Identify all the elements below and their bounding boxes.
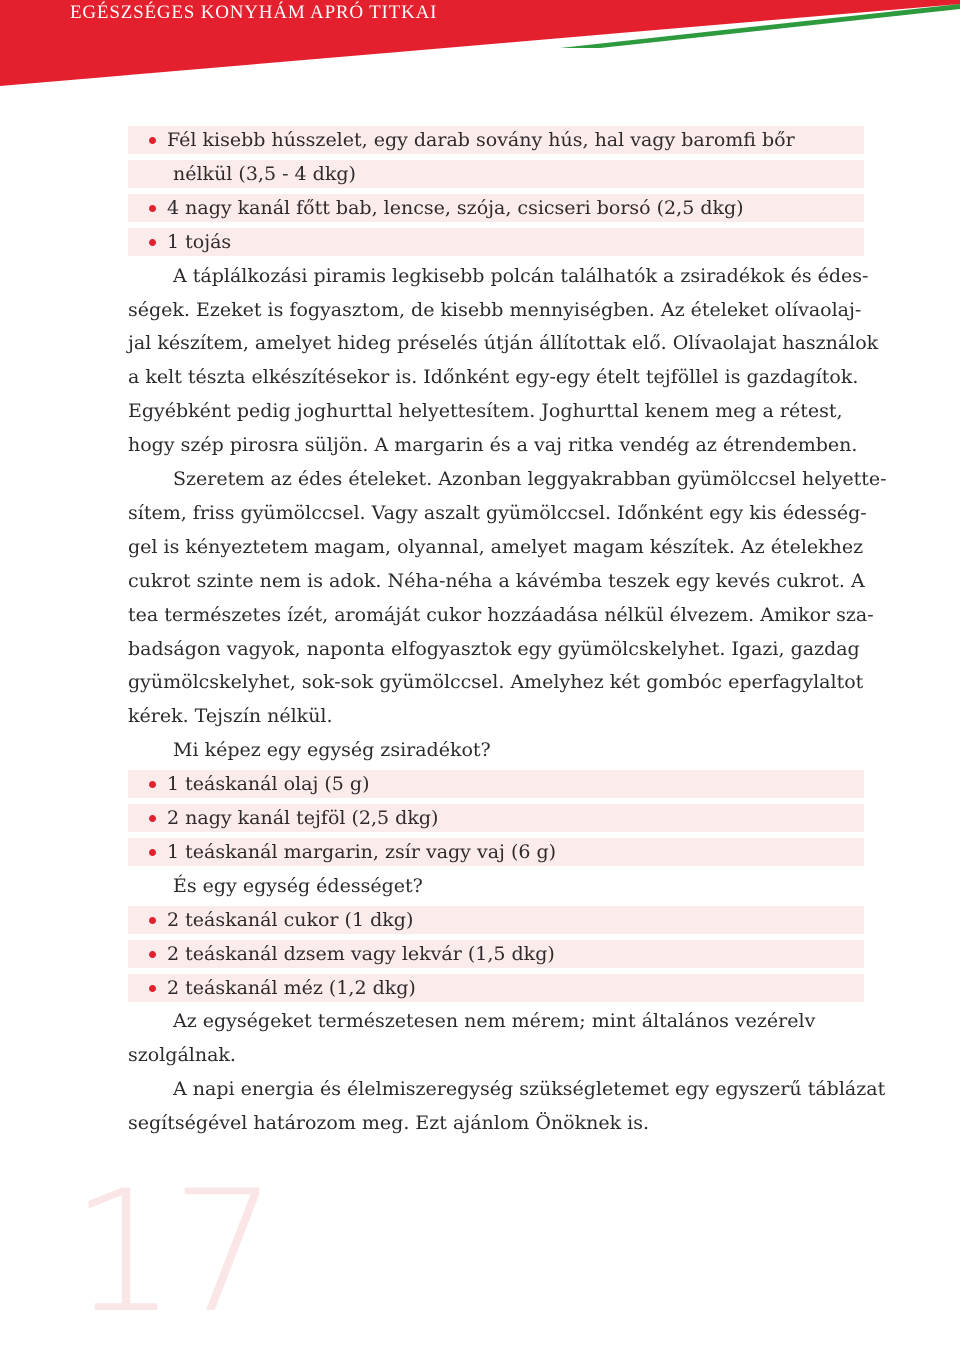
- page-number: 17: [70, 1154, 272, 1350]
- line-text: jal készítem, amelyet hideg préselés útján állítottak elő. Olívaolajat használok: [128, 332, 879, 355]
- line-text: Mi képez egy egység zsiradékot?: [173, 739, 491, 762]
- line-text: 4 nagy kanál főtt bab, lencse, szója, csicseri borsó (2,5 dkg): [167, 196, 744, 219]
- line-text: gel is kényeztetem magam, olyannal, amelyet magam készítek. Az ételekhez: [128, 535, 864, 558]
- line-text: 1 teáskanál margarin, zsír vagy vaj (6 g): [167, 840, 557, 863]
- text-line: [128, 533, 864, 561]
- line-text: hogy szép pirosra süljön. A margarin és a vaj ritka vendég az étrendemben.: [128, 434, 858, 457]
- text-line: [128, 160, 864, 188]
- line-text: a kelt tészta elkészítésekor is. Időnként egy-egy ételt tejföllel is gazdagítok.: [128, 366, 859, 389]
- text-line: [128, 1075, 886, 1103]
- bullet-icon: [149, 239, 156, 246]
- line-text: sítem, friss gyümölccsel. Vagy aszalt gyümölccsel. Időnként egy kis édesség-: [128, 501, 867, 524]
- line-text: szolgálnak.: [128, 1044, 236, 1067]
- text-line: [128, 262, 869, 290]
- line-text: gyümölcskelyhet, sok-sok gyümölccsel. Amelyhez két gombóc eperfagylaltot: [128, 671, 864, 694]
- bullet-icon: [149, 917, 156, 924]
- line-text: Fél kisebb hússzelet, egy darab sovány hús, hal vagy baromfi bőr: [167, 129, 795, 151]
- bullet-icon: [149, 951, 156, 958]
- bullet-icon: [149, 137, 156, 144]
- list-item: [128, 974, 864, 1002]
- text-line: [128, 1007, 864, 1035]
- text-line: [128, 363, 864, 391]
- line-text: 1 teáskanál olaj (5 g): [167, 773, 370, 796]
- text-line: [128, 702, 864, 730]
- line-text: ségek. Ezeket is fogyasztom, de kisebb mennyiségben. Az ételeket olívaolaj-: [128, 298, 862, 321]
- text-line: [128, 635, 864, 663]
- text-line: [128, 499, 867, 527]
- bullet-icon: [149, 985, 156, 992]
- bullet-icon: [149, 849, 156, 856]
- text-line: [128, 329, 879, 357]
- text-line: [128, 736, 864, 764]
- text-line: [128, 872, 864, 900]
- list-item: [128, 770, 864, 798]
- list-item: [128, 940, 864, 968]
- text-line: [128, 465, 887, 493]
- text-line: [128, 296, 864, 324]
- text-line: [128, 397, 864, 425]
- text-line: [128, 1109, 864, 1137]
- line-text: 1 tojás: [167, 230, 232, 253]
- line-text: nélkül (3,5 - 4 dkg): [173, 162, 356, 185]
- line-text: 2 nagy kanál tejföl (2,5 dkg): [167, 807, 439, 829]
- line-text: Egyébként pedig joghurttal helyettesítem. Joghurttal kenem meg a rétest,: [128, 400, 843, 423]
- line-text: A táplálkozási piramis legkisebb polcán találhatók a zsiradékok és édes-: [173, 264, 869, 287]
- line-text: kérek. Tejszín nélkül.: [128, 705, 333, 728]
- line-text: Az egységeket természetesen nem mérem; mint általános vezérelv: [173, 1010, 816, 1033]
- line-text: A napi energia és élelmiszeregység szükségletemet egy egyszerű táblázat: [173, 1078, 886, 1101]
- bullet-icon: [149, 781, 156, 788]
- list-item: [128, 126, 864, 154]
- text-line: [128, 601, 874, 629]
- list-item: [128, 838, 864, 866]
- bullet-icon: [149, 205, 156, 212]
- text-line: [128, 668, 864, 696]
- line-text: tea természetes ízét, aromáját cukor hozzáadása nélkül élvezem. Amikor sza-: [128, 603, 874, 626]
- list-item: [128, 228, 864, 256]
- line-text: cukrot szinte nem is adok. Néha-néha a kávémba teszek egy kevés cukrot. A: [128, 569, 865, 592]
- line-text: 2 teáskanál méz (1,2 dkg): [167, 976, 416, 999]
- list-item: [128, 906, 864, 934]
- line-text: 2 teáskanál cukor (1 dkg): [167, 908, 414, 931]
- bullet-icon: [149, 815, 156, 822]
- line-text: És egy egység édességet?: [173, 874, 423, 897]
- list-item: [128, 804, 864, 832]
- line-text: segítségével határozom meg. Ezt ajánlom Önöknek is.: [128, 1112, 649, 1135]
- list-item: [128, 194, 864, 222]
- line-text: badságon vagyok, naponta elfogyasztok egy gyümölcskelyhet. Igazi, gazdag: [128, 637, 860, 660]
- text-line: [128, 431, 864, 459]
- line-text: 2 teáskanál dzsem vagy lekvár (1,5 dkg): [167, 942, 555, 965]
- line-text: Szeretem az édes ételeket. Azonban leggyakrabban gyümölccsel helyette-: [173, 468, 887, 490]
- text-line: [128, 567, 864, 595]
- text-line: [128, 1041, 864, 1069]
- running-header-title: EGÉSZSÉGES KONYHÁM APRÓ TITKAI: [70, 2, 438, 23]
